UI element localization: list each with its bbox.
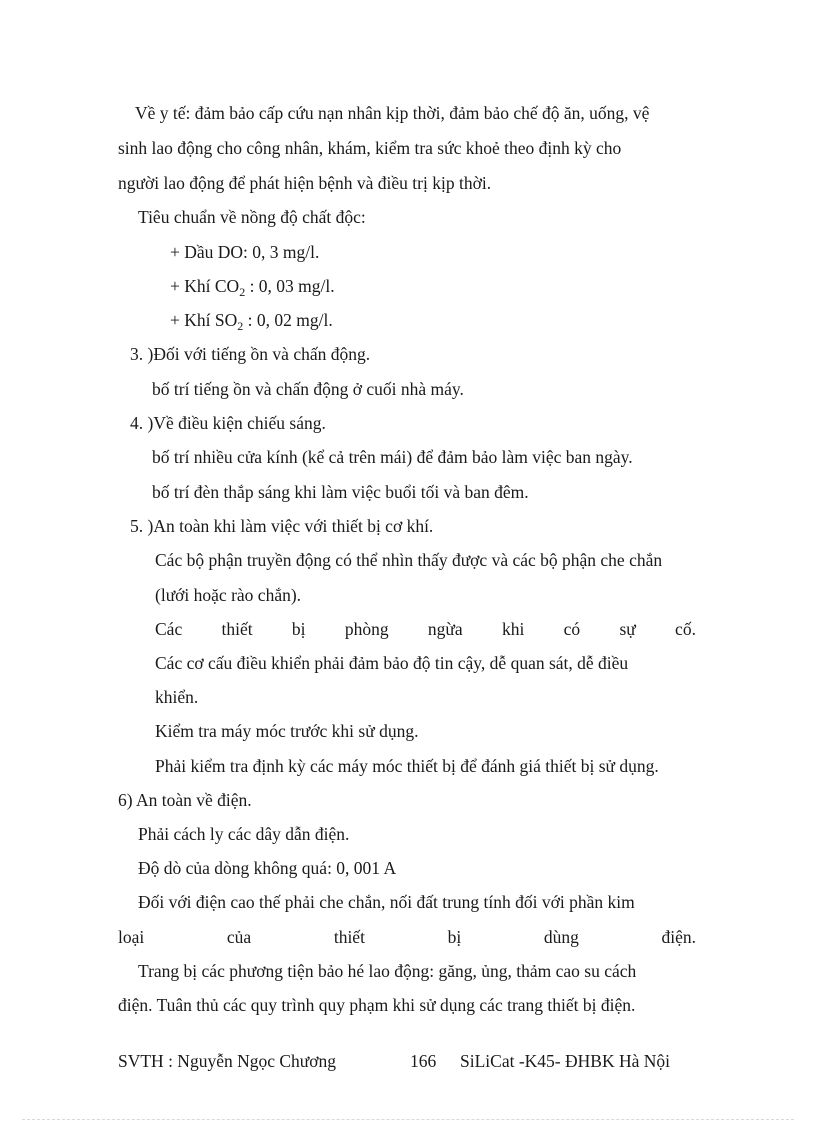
section-4-body-2: bố trí đèn thắp sáng khi làm việc buổi tối và ban đêm. [152, 482, 529, 502]
so2-label: + Khí SO [170, 310, 238, 330]
section-6-body-2: Độ dò của dòng không quá: 0, 001 A [138, 858, 397, 878]
section-6-body-3b [118, 926, 696, 948]
word: dùng [543, 927, 579, 947]
section-4-heading: 4. )Về điều kiện chiếu sáng. [130, 413, 326, 433]
word: loại [118, 927, 145, 947]
word: Các [155, 619, 183, 639]
section-5-body-1b: (lưới hoặc rào chắn). [155, 585, 302, 605]
page-footer [118, 1050, 684, 1072]
toxic-item-co2 [170, 275, 335, 297]
word: phòng [344, 619, 389, 639]
word: thiết [333, 927, 365, 947]
section-3-body: bố trí tiếng ồn và chấn động ở cuối nhà máy. [152, 379, 464, 399]
word: bị [447, 927, 462, 947]
section-5-body-5: Phải kiểm tra định kỳ các máy móc thiết bị để đánh giá thiết bị sử dụng. [155, 756, 659, 776]
word: khi [501, 619, 525, 639]
co2-label: + Khí CO [170, 276, 240, 296]
section-6-heading: 6) An toàn về điện. [118, 790, 252, 810]
section-6-body-1: Phải cách ly các dây dẫn điện. [138, 824, 350, 844]
word: cố. [675, 619, 696, 639]
toxic-item-diesel: + Dầu DO: 0, 3 mg/l. [170, 242, 320, 262]
section-3-heading: 3. )Đối với tiếng ồn và chấn động. [130, 344, 371, 364]
word: ngừa [427, 619, 463, 639]
footer-author: SVTH : Nguyễn Ngọc Chương [118, 1051, 337, 1071]
footer-school: SiLiCat -K45- ĐHBK Hà Nội [460, 1051, 670, 1071]
paragraph-health-line-1: Về y tế: đảm bảo cấp cứu nạn nhân kịp thời, đảm bảo chế độ ăn, uống, vệ [135, 103, 650, 123]
section-5-heading: 5. )An toàn khi làm việc với thiết bị cơ khí. [130, 516, 434, 536]
paragraph-health-line-2: sinh lao động cho công nhân, khám, kiểm tra sức khoẻ theo định kỳ cho [118, 138, 622, 158]
section-4-body-1: bố trí nhiều cửa kính (kể cả trên mái) để đảm bảo làm việc ban ngày. [152, 447, 633, 467]
toxic-item-so2 [170, 309, 333, 331]
footer-page-number: 166 [410, 1051, 437, 1071]
section-5-body-2 [155, 618, 696, 640]
section-5-body-3a: Các cơ cấu điều khiển phải đảm bảo độ tin cậy, dễ quan sát, dễ điều [155, 653, 629, 673]
word: điện. [661, 927, 696, 947]
word: bị [291, 619, 306, 639]
word: thiết [221, 619, 253, 639]
co2-value: : 0, 03 mg/l. [245, 276, 335, 296]
section-5-body-1a: Các bộ phận truyền động có thể nhìn thấy được và các bộ phận che chắn [155, 550, 663, 570]
section-6-body-4a: Trang bị các phương tiện bảo hé lao động: găng, ủng, thảm cao su cách [138, 961, 637, 981]
section-6-body-4b: điện. Tuân thủ các quy trình quy phạm khi sử dụng các trang thiết bị điện. [118, 995, 636, 1015]
so2-value: : 0, 02 mg/l. [243, 310, 333, 330]
section-5-body-4: Kiểm tra máy móc trước khi sử dụng. [155, 721, 419, 741]
word: có [563, 619, 581, 639]
paragraph-health-line-3: người lao động để phát hiện bệnh và điều trị kịp thời. [118, 173, 492, 193]
section-6-body-3a: Đối với điện cao thế phải che chắn, nối đất trung tính đối với phần kim [138, 892, 635, 912]
section-5-body-3b: khiển. [155, 687, 199, 707]
co2-subscript: 2 [239, 285, 246, 299]
word: của [226, 927, 252, 947]
toxic-standard-heading: Tiêu chuẩn về nồng độ chất độc: [138, 207, 366, 227]
so2-subscript: 2 [237, 319, 244, 333]
page-border-divider [22, 1119, 794, 1120]
word: sự [619, 619, 636, 639]
